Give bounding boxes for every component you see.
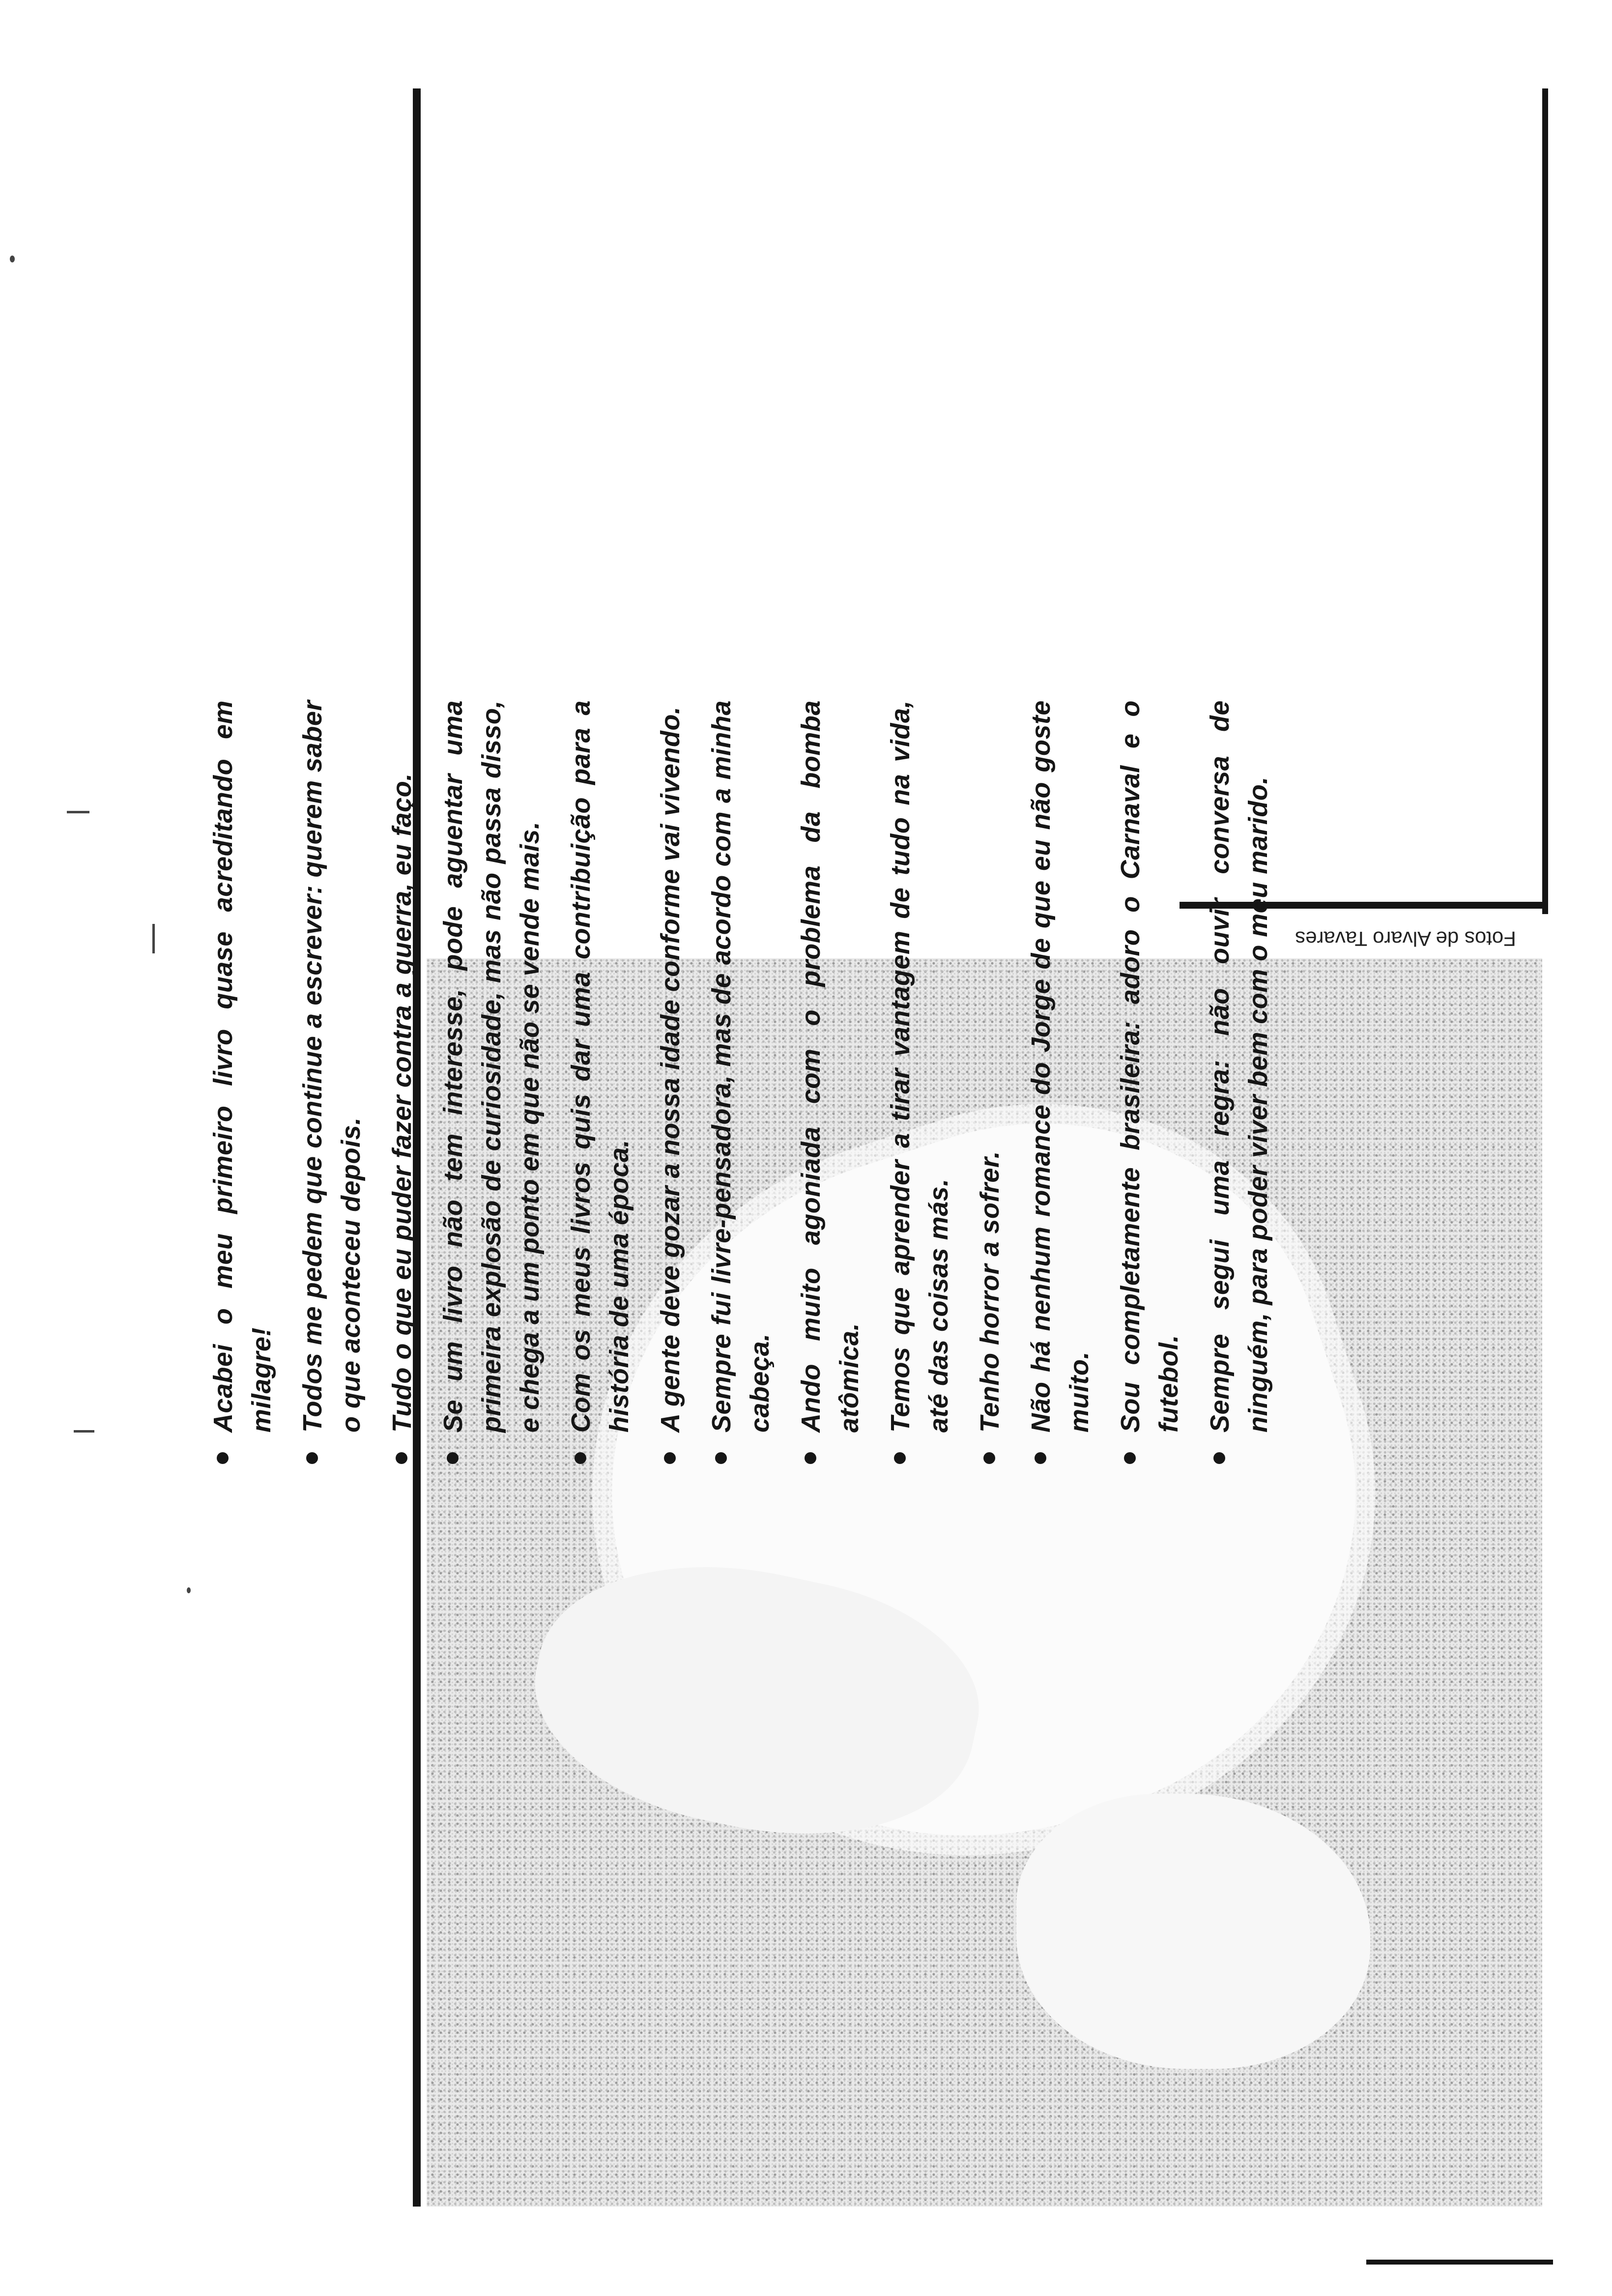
bullet-icon — [217, 1452, 229, 1464]
quote-item — [1111, 700, 1188, 1467]
quote-item — [702, 700, 779, 1467]
quotes-column — [204, 700, 1349, 1467]
quote-item — [651, 700, 690, 1467]
quote-item — [971, 700, 1009, 1467]
bullet-icon — [575, 1452, 586, 1464]
quote-text: Ando muito agoniada com o problema da bomba atômica. — [796, 700, 864, 1433]
bullet-icon — [1213, 1452, 1225, 1464]
quote-item — [1201, 700, 1277, 1467]
scan-speck — [187, 1587, 191, 1593]
quote-text: Temos que aprender a tirar vantagem de tudo na vida, até das coisas más. — [886, 700, 953, 1433]
column-rule-right — [1542, 88, 1548, 914]
bullet-icon — [447, 1452, 459, 1464]
quote-item — [434, 700, 549, 1467]
quote-text: Sempre fui livre-pensadora, mas de acordo com a minha cabeça. — [707, 700, 775, 1433]
bullet-icon — [805, 1452, 816, 1464]
bullet-icon — [894, 1452, 906, 1464]
quote-text: Sou completamente brasileira: adoro o Carnaval e o futebol. — [1116, 700, 1183, 1433]
bottom-rule — [1366, 2260, 1553, 2265]
bullet-icon — [306, 1452, 318, 1464]
photo-credit: Fotos de Alvaro Tavares — [1295, 927, 1516, 950]
quote-item — [792, 700, 868, 1467]
bullet-icon — [396, 1452, 407, 1464]
quote-text: Acabei o meu primeiro livro quase acreditando em milagre! — [208, 700, 276, 1433]
quote-text: Sempre segui uma regra: não ouvir conversa de ninguém, para poder viver bem com o meu marido. — [1205, 700, 1273, 1433]
bullet-icon — [1124, 1452, 1136, 1464]
quote-item — [881, 700, 958, 1467]
quote-text: Não há nenhum romance do Jorge de que eu não goste muito. — [1026, 700, 1094, 1433]
quote-text: Com os meus livros quis dar uma contribuição para a história de uma época. — [566, 700, 634, 1433]
quote-text: Se um livro não tem interesse, pode aguentar uma primeira explosão de curiosidade, mas não passa disso, e chega a um ponto em que não se vende mais. — [438, 700, 545, 1433]
quotes-list — [204, 700, 1277, 1467]
scan-speck — [74, 1430, 94, 1433]
quote-item — [293, 700, 370, 1467]
quote-text: Tenho horror a sofrer. — [975, 1150, 1005, 1433]
scan-speck — [152, 924, 155, 953]
photo-subject-hand — [1016, 1794, 1370, 2069]
bullet-icon — [715, 1452, 727, 1464]
quote-text: Todos me pedem que continue a escrever: querem saber o que aconteceu depois. — [298, 700, 366, 1433]
quote-item — [383, 700, 421, 1467]
quote-text: A gente deve gozar a nossa idade conforme vai vivendo. — [656, 706, 685, 1433]
scan-speck — [67, 811, 89, 813]
quote-item — [562, 700, 638, 1467]
scan-speck — [10, 256, 15, 262]
quote-text: Tudo o que eu puder fazer contra a guerra, eu faço. — [387, 773, 417, 1433]
bullet-icon — [664, 1452, 676, 1464]
bullet-icon — [983, 1452, 995, 1464]
bullet-icon — [1035, 1452, 1046, 1464]
quote-item — [1022, 700, 1098, 1467]
quote-item — [204, 700, 281, 1467]
